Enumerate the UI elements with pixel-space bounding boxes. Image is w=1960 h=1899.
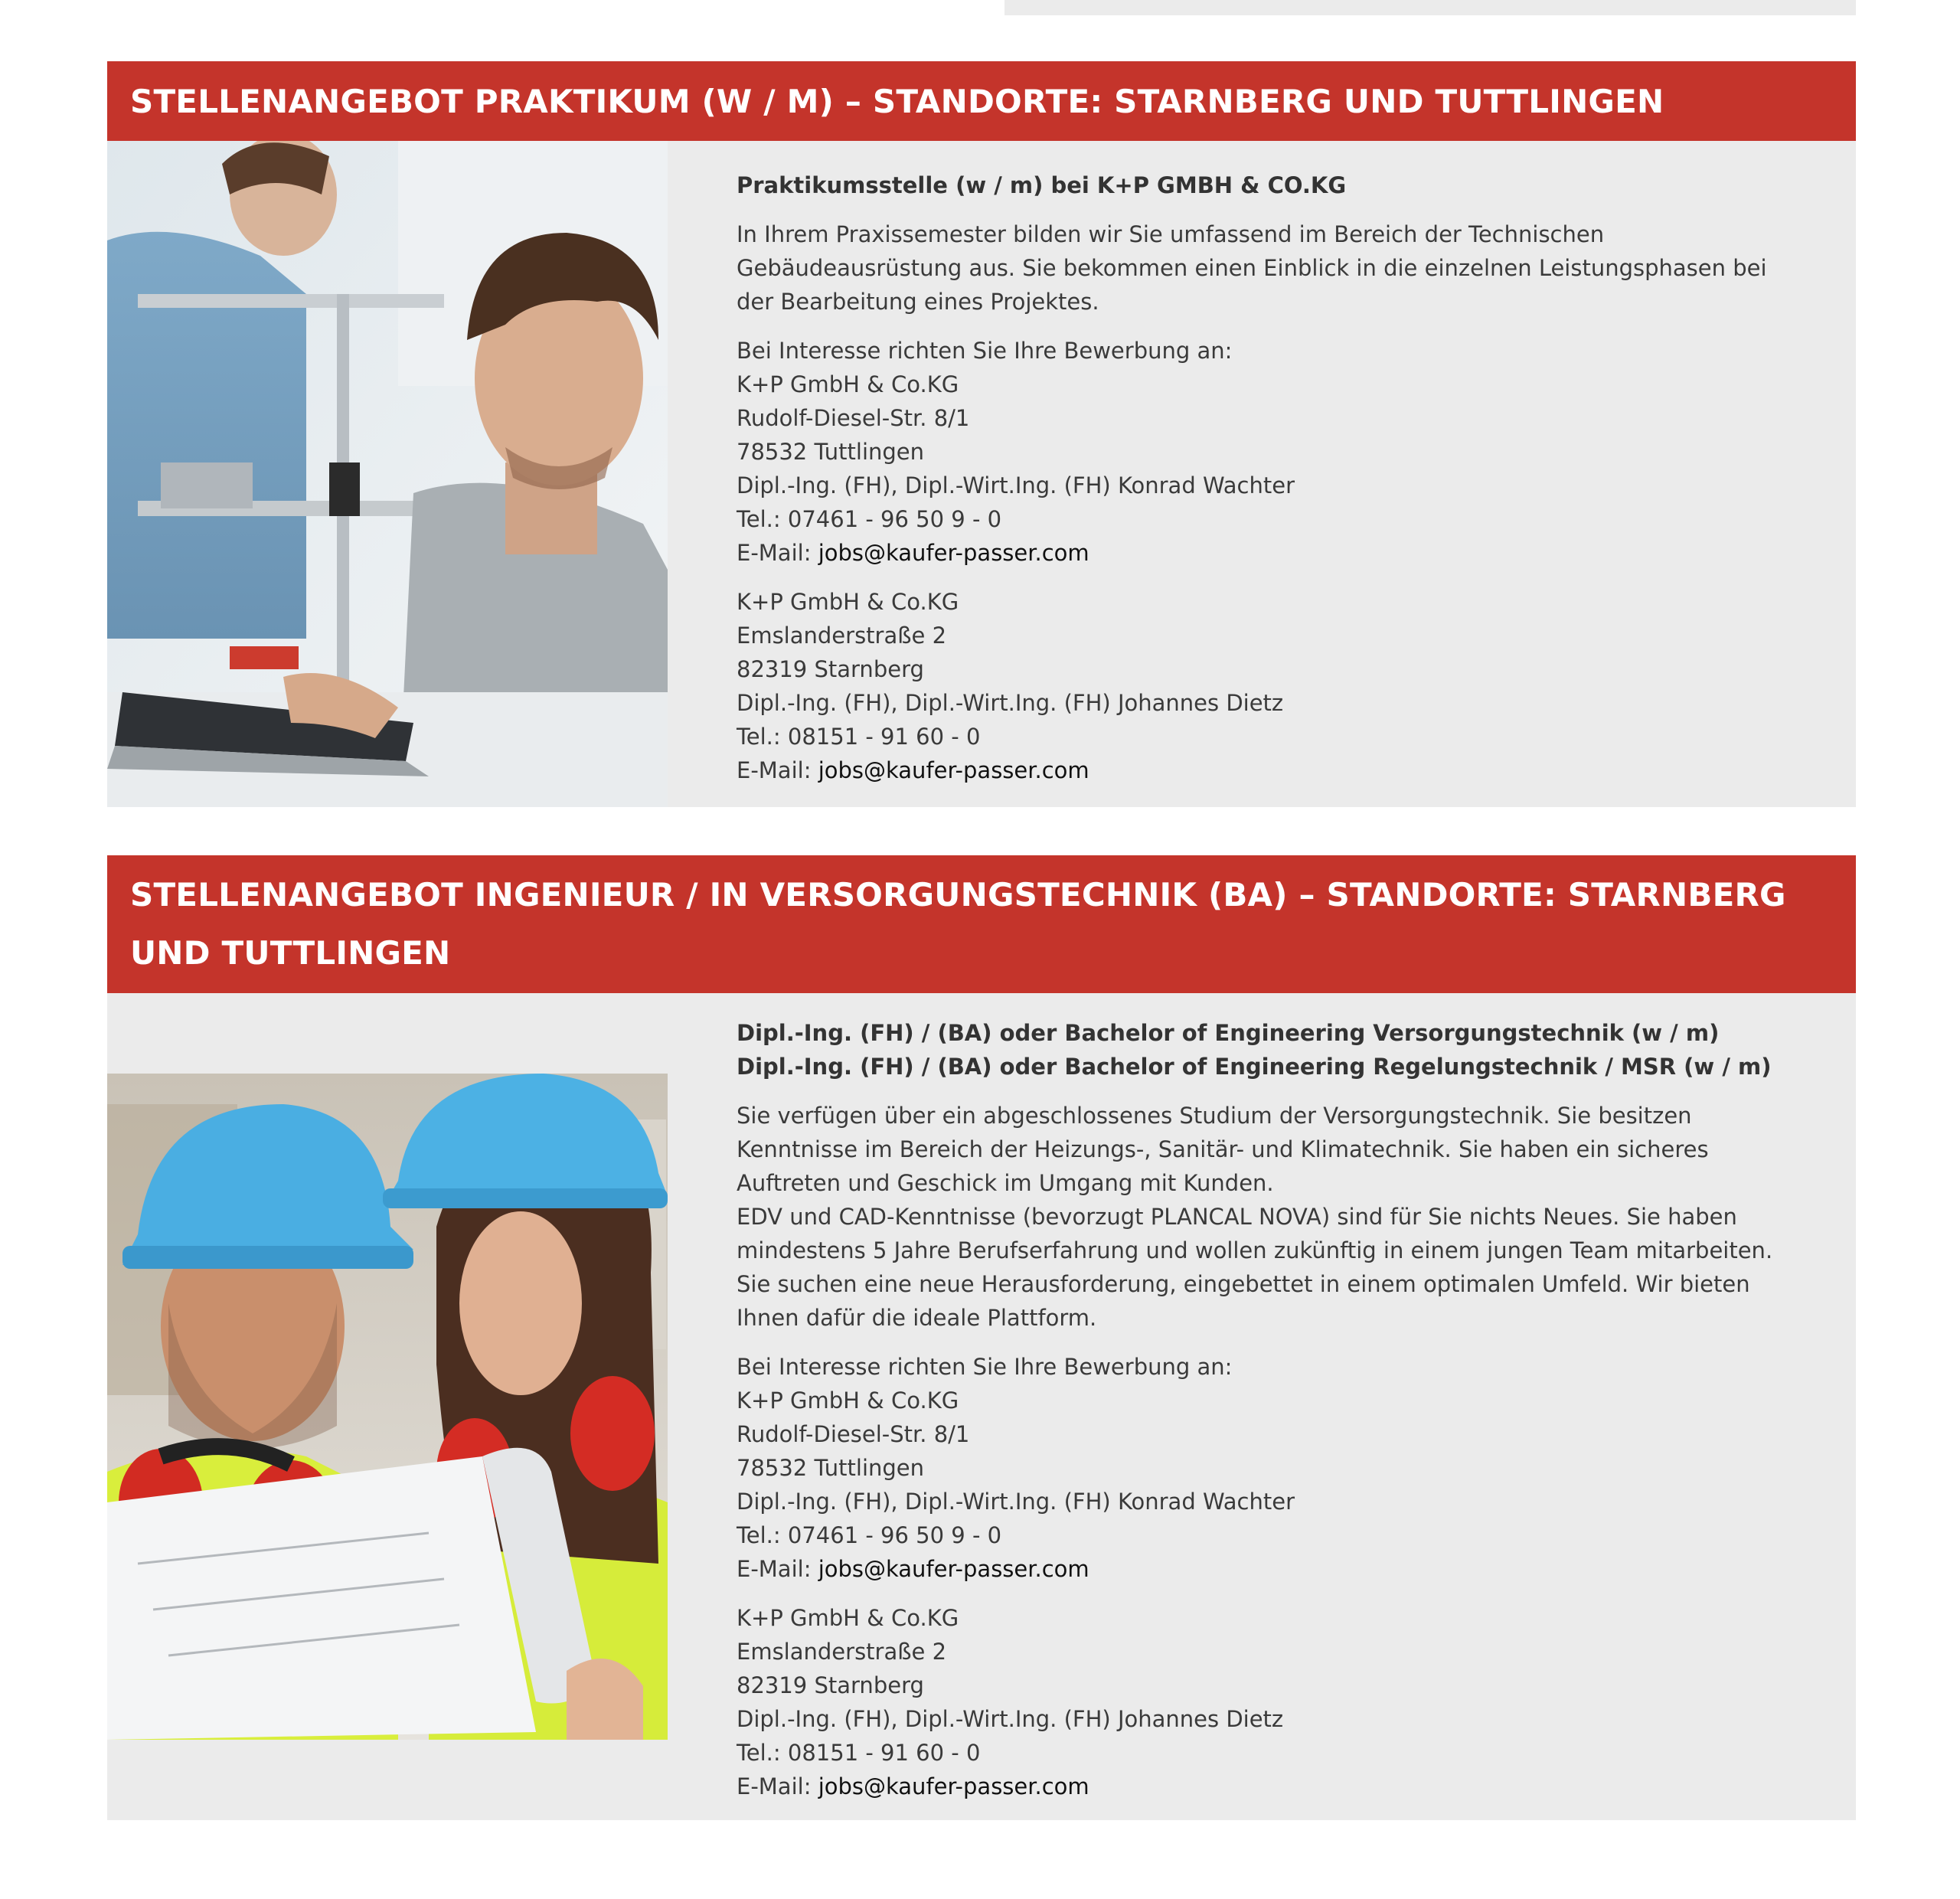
email-link[interactable]: jobs@kaufer-passer.com [818, 540, 1089, 566]
contact-intro: Bei Interesse richten Sie Ihre Bewerbung an: [737, 338, 1233, 364]
job-subtitle: Dipl.-Ing. (FH) / (BA) oder Bachelor of Engineering Regelungstechnik / MSR (w / m) [737, 1054, 1772, 1080]
job-description: In Ihrem Praxissemester bilden wir Sie umfassend im Bereich der Technischen Gebäudeausrüstung aus. Sie bekommen einen Einblick in die einzelnen Leistungsphasen bei der Bearbeitung eines Projektes. [737, 221, 1767, 315]
phone-number: Tel.: 07461 - 96 50 9 - 0 [737, 1522, 1002, 1548]
job-offer-internship [107, 61, 1856, 807]
city: 78532 Tuttlingen [737, 1455, 925, 1481]
company-name: K+P GmbH & Co.KG [737, 371, 959, 397]
email-label: E-Mail: [737, 757, 818, 783]
photo-container [107, 993, 668, 1820]
contact-block-tuttlingen [737, 1350, 1810, 1586]
email-row [737, 1552, 1810, 1586]
street-address: Emslanderstraße 2 [737, 623, 947, 649]
contact-person: Dipl.-Ing. (FH), Dipl.-Wirt.Ing. (FH) Konrad Wachter [737, 472, 1295, 498]
contact-intro: Bei Interesse richten Sie Ihre Bewerbung an: [737, 1354, 1233, 1380]
company-name: K+P GmbH & Co.KG [737, 1605, 959, 1631]
photo-engineers-with-hard-hats [107, 1074, 668, 1740]
job-title: STELLENANGEBOT PRAKTIKUM (W / M) – STANDORTE: STARNBERG UND TUTTLINGEN [107, 61, 1856, 141]
email-row [737, 536, 1810, 570]
contact-block-starnberg [737, 585, 1810, 787]
email-row [737, 1770, 1810, 1803]
street-address: Emslanderstraße 2 [737, 1639, 947, 1665]
company-name: K+P GmbH & Co.KG [737, 589, 959, 615]
city: 82319 Starnberg [737, 656, 924, 682]
job-description: Sie verfügen über ein abgeschlossenes Studium der Versorgungstechnik. Sie besitzen Kenntnisse im Bereich der Heizungs-, Sanitär- und Klimatechnik. Sie haben ein sicheres Auftreten und Geschick im Umgang mit Kunden. [737, 1103, 1709, 1196]
contact-block-tuttlingen [737, 334, 1810, 570]
email-link[interactable]: jobs@kaufer-passer.com [818, 1773, 1089, 1799]
email-link[interactable]: jobs@kaufer-passer.com [818, 1556, 1089, 1582]
street-address: Rudolf-Diesel-Str. 8/1 [737, 405, 970, 431]
email-row [737, 753, 1810, 787]
email-label: E-Mail: [737, 540, 818, 566]
previous-section-panel [1004, 0, 1856, 15]
email-label: E-Mail: [737, 1773, 818, 1799]
company-name: K+P GmbH & Co.KG [737, 1387, 959, 1414]
job-description: EDV und CAD-Kenntnisse (bevorzugt PLANCAL NOVA) sind für Sie nichts Neues. Sie haben mindestens 5 Jahre Berufserfahrung und wollen zukünftig in einem jungen Team mitarbeiten. Sie suchen eine neue Herausforderung, eingebettet in einem optimalen Umfeld. Wir bieten Ihnen dafür die ideale Plattform. [737, 1204, 1773, 1331]
city: 82319 Starnberg [737, 1672, 924, 1698]
job-subtitle: Praktikumsstelle (w / m) bei K+P GMBH & CO.KG [737, 172, 1347, 198]
email-link[interactable]: jobs@kaufer-passer.com [818, 757, 1089, 783]
job-title: STELLENANGEBOT INGENIEUR / IN VERSORGUNGSTECHNIK (BA) – STANDORTE: STARNBERG UND TUTTLINGEN [107, 855, 1856, 993]
contact-person: Dipl.-Ing. (FH), Dipl.-Wirt.Ing. (FH) Konrad Wachter [737, 1489, 1295, 1515]
job-offer-engineer [107, 855, 1856, 1820]
contact-block-starnberg [737, 1601, 1810, 1803]
job-details [668, 993, 1856, 1820]
job-details [668, 141, 1856, 807]
job-body [107, 993, 1856, 1820]
phone-number: Tel.: 07461 - 96 50 9 - 0 [737, 506, 1002, 532]
email-label: E-Mail: [737, 1556, 818, 1582]
city: 78532 Tuttlingen [737, 439, 925, 465]
job-subtitle: Dipl.-Ing. (FH) / (BA) oder Bachelor of Engineering Versorgungstechnik (w / m) [737, 1020, 1720, 1046]
contact-person: Dipl.-Ing. (FH), Dipl.-Wirt.Ing. (FH) Johannes Dietz [737, 690, 1284, 716]
job-body [107, 141, 1856, 807]
contact-person: Dipl.-Ing. (FH), Dipl.-Wirt.Ing. (FH) Johannes Dietz [737, 1706, 1284, 1732]
photo-engineers-at-3d-printer [107, 141, 668, 807]
street-address: Rudolf-Diesel-Str. 8/1 [737, 1421, 970, 1447]
phone-number: Tel.: 08151 - 91 60 - 0 [737, 724, 981, 750]
phone-number: Tel.: 08151 - 91 60 - 0 [737, 1740, 981, 1766]
